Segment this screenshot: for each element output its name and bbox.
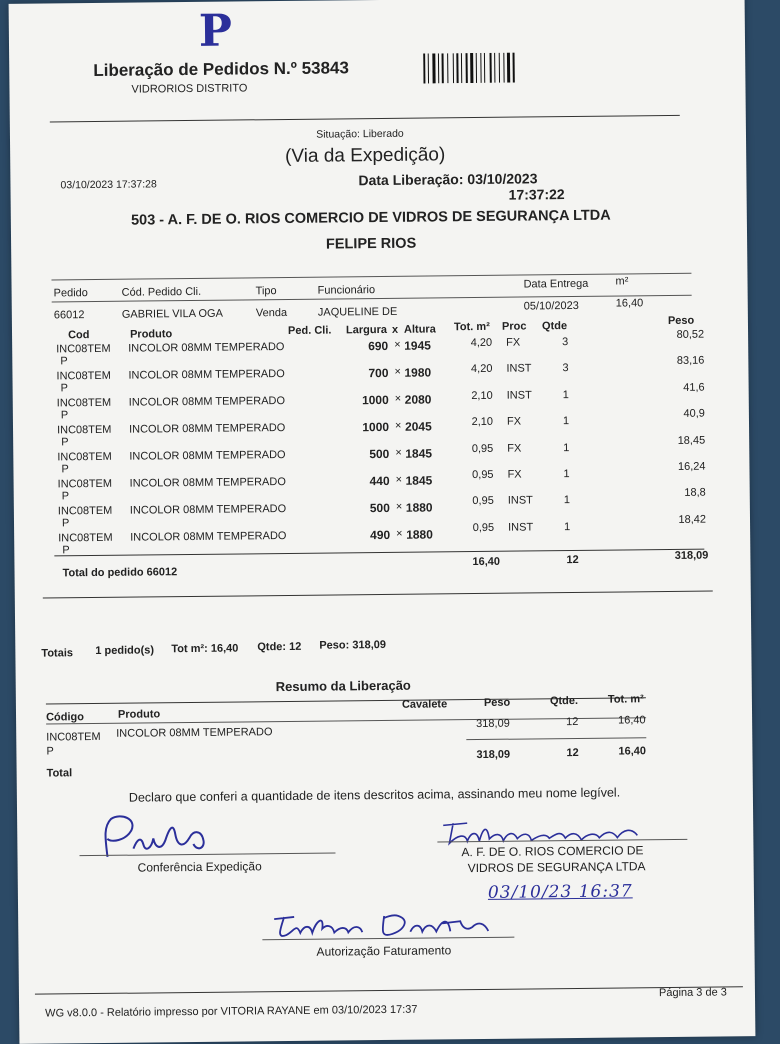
- resumo-total-label: Total: [46, 767, 73, 780]
- document-title: Liberação de Pedidos N.º 53843: [93, 58, 350, 80]
- client-name: 503 - A. F. DE O. RIOS COMERCIO DE VIDROS DE SEGURANÇA LTDA: [130, 207, 611, 229]
- item-x: ×: [395, 473, 403, 486]
- release-date: Data Liberação: 03/10/2023: [358, 170, 538, 189]
- items-col-peso: Peso: [667, 314, 695, 327]
- item-totm2: 4,20: [470, 336, 493, 350]
- item-proc: FX: [506, 336, 521, 349]
- order-funcionario: JAQUELINE DE: [317, 305, 398, 319]
- order-cod-pedido-cli: GABRIEL VILA OGA: [121, 307, 223, 321]
- resumo-col-peso: Peso: [483, 696, 511, 709]
- item-peso: 40,9: [683, 407, 705, 421]
- resumo-total-line: [466, 737, 646, 740]
- item-altura: 1945: [404, 338, 431, 353]
- item-totm2: 0,95: [472, 521, 495, 534]
- order-header-top-line: [51, 273, 691, 281]
- barcode-icon: [423, 52, 533, 83]
- document-page: [9, 0, 756, 1044]
- col-m2: m²: [615, 275, 629, 288]
- signature-conferencia: [77, 807, 278, 867]
- order-end-line: [43, 591, 713, 599]
- footer-left: WG v8.0.0 - Relatório impresso por VITORIA RAYANE em 03/10/2023 17:37: [45, 1003, 418, 1020]
- item-totm2: 2,10: [471, 389, 493, 402]
- item-x: ×: [396, 527, 403, 540]
- item-peso: 41,6: [683, 381, 705, 394]
- item-largura: 440: [369, 473, 390, 489]
- col-cod-pedido-cli: Cód. Pedido Cli.: [121, 285, 202, 299]
- item-cod: INC08TEM: [56, 342, 111, 356]
- order-total-m2: 16,40: [472, 555, 501, 569]
- item-produto: INCOLOR 08MM TEMPERADO: [130, 530, 287, 544]
- totais-peso: Peso: 318,09: [319, 638, 387, 652]
- resumo-total-peso: 318,09: [476, 748, 511, 762]
- order-pedido: 66012: [53, 309, 85, 322]
- item-cod-suffix: P: [61, 463, 69, 476]
- col-data-entrega: Data Entrega: [523, 277, 589, 291]
- item-proc: INST: [506, 389, 532, 402]
- item-totm2: 0,95: [472, 495, 494, 508]
- item-totm2: 0,95: [472, 468, 494, 482]
- resumo-row-codigo: INC08TEM: [46, 730, 101, 744]
- item-proc: FX: [506, 415, 522, 428]
- item-qtde: 3: [562, 362, 569, 375]
- item-qtde: 1: [562, 388, 569, 401]
- item-x: ×: [394, 365, 401, 378]
- item-peso: 18,42: [678, 513, 707, 526]
- item-largura: 1000: [362, 419, 390, 435]
- order-total-label: Total do pedido 66012: [62, 566, 178, 580]
- signature-autorizacao: [264, 903, 514, 950]
- item-largura: 490: [370, 527, 391, 543]
- col-tipo: Tipo: [255, 285, 277, 298]
- item-produto: INCOLOR 08MM TEMPERADO: [128, 368, 285, 382]
- item-produto: INCOLOR 08MM TEMPERADO: [128, 422, 286, 436]
- resumo-row-peso: 318,09: [476, 717, 510, 731]
- items-col-proc: Proc: [501, 320, 527, 333]
- col-funcionario: Funcionário: [317, 284, 376, 297]
- autorizacao-label: Autorização Faturamento: [316, 943, 452, 959]
- cliente-label-line1: A. F. DE O. RIOS COMERCIO DE: [461, 843, 644, 860]
- item-produto: INCOLOR 08MM TEMPERADO: [128, 395, 286, 409]
- item-cod: INC08TEM: [57, 450, 112, 464]
- item-cod-suffix: P: [61, 517, 70, 530]
- item-cod: INC08TEM: [56, 396, 112, 410]
- item-qtde: 1: [563, 441, 570, 454]
- order-data-entrega: 05/10/2023: [523, 299, 579, 313]
- resumo-col-produto: Produto: [117, 708, 161, 721]
- item-peso: 16,24: [677, 460, 706, 473]
- item-x: ×: [394, 419, 402, 432]
- resumo-row-qtde: 12: [566, 715, 579, 729]
- footer-page: Página 3 de 3: [658, 986, 727, 1000]
- resumo-col-totm2: Tot. m²: [607, 693, 644, 706]
- resumo-row-produto: INCOLOR 08MM TEMPERADO: [116, 726, 273, 740]
- item-altura: 1845: [405, 446, 433, 461]
- resumo-title: Resumo da Liberação: [275, 677, 411, 695]
- items-col-altura: Altura: [403, 323, 436, 336]
- item-peso: 80,52: [676, 328, 705, 341]
- item-x: ×: [394, 392, 402, 405]
- release-time: 17:37:22: [508, 186, 565, 203]
- item-peso: 83,16: [676, 355, 705, 368]
- totais-m2: Tot m²: 16,40: [171, 642, 239, 656]
- items-col-totm2: Tot. m²: [453, 320, 490, 334]
- item-x: ×: [394, 338, 401, 351]
- item-proc: INST: [507, 494, 533, 508]
- totais-pedidos: 1 pedido(s): [95, 644, 155, 658]
- status-text: Situação: Liberado: [316, 127, 404, 141]
- item-largura: 700: [368, 365, 389, 381]
- item-cod: INC08TEM: [57, 477, 113, 491]
- items-col-cod: Cod: [67, 329, 90, 342]
- cliente-label-line2: VIDROS DE SEGURANÇA LTDA: [467, 859, 646, 876]
- order-tipo: Venda: [255, 306, 288, 320]
- items-col-produto: Produto: [129, 328, 173, 341]
- item-qtde: 1: [564, 520, 571, 533]
- resumo-col-codigo: Código: [45, 711, 85, 724]
- item-altura: 1845: [405, 473, 433, 488]
- item-cod-suffix: P: [60, 382, 69, 395]
- item-totm2: 0,95: [471, 442, 494, 455]
- order-m2: 16,40: [615, 297, 644, 310]
- footer-line: [35, 986, 743, 994]
- item-altura: 2080: [404, 392, 432, 407]
- header-divider: [50, 115, 680, 123]
- handwritten-mark: P: [198, 5, 233, 57]
- items-col-x: x: [391, 323, 399, 336]
- item-largura: 1000: [361, 392, 389, 408]
- client-contact: FELIPE RIOS: [325, 235, 417, 253]
- printed-at: 03/10/2023 17:37:28: [60, 178, 157, 192]
- item-cod-suffix: P: [60, 409, 69, 422]
- resumo-row-totm2: 16,40: [618, 714, 646, 727]
- resumo-total-qtde: 12: [566, 746, 579, 760]
- items-col-pedcli: Ped. Cli.: [287, 324, 332, 337]
- item-cod-suffix: P: [61, 436, 69, 449]
- order-total-qtde: 12: [566, 553, 579, 567]
- item-altura: 1980: [404, 365, 432, 380]
- item-largura: 500: [369, 500, 390, 516]
- item-cod-suffix: P: [60, 355, 68, 368]
- item-produto: INCOLOR 08MM TEMPERADO: [129, 476, 286, 490]
- item-totm2: 2,10: [471, 416, 494, 429]
- item-cod: INC08TEM: [56, 423, 112, 437]
- item-cod: INC08TEM: [57, 504, 113, 518]
- item-proc: FX: [507, 468, 522, 481]
- col-pedido: Pedido: [53, 287, 88, 300]
- item-peso: 18,8: [684, 486, 706, 500]
- item-cod-suffix: P: [61, 490, 70, 503]
- item-x: ×: [395, 500, 403, 513]
- item-produto: INCOLOR 08MM TEMPERADO: [128, 341, 285, 355]
- resumo-total-totm2: 16,40: [618, 745, 647, 758]
- item-altura: 2045: [404, 419, 432, 434]
- item-qtde: 1: [563, 494, 570, 507]
- item-produto: INCOLOR 08MM TEMPERADO: [129, 449, 286, 463]
- handwritten-date: 03/10/23 16:37: [487, 881, 633, 903]
- item-qtde: 1: [563, 468, 570, 481]
- via-text: (Via da Expedição): [284, 144, 446, 167]
- totais-label: Totais: [41, 647, 74, 660]
- resumo-row-codigo-suffix: P: [46, 745, 54, 758]
- company-name: VIDRORIOS DISTRITO: [131, 82, 248, 96]
- item-altura: 1880: [405, 500, 433, 515]
- item-cod: INC08TEM: [56, 369, 111, 383]
- items-col-qtde: Qtde: [541, 320, 568, 333]
- conferencia-label: Conferência Expedição: [137, 859, 262, 875]
- item-totm2: 4,20: [470, 363, 493, 376]
- item-altura: 1880: [406, 527, 433, 542]
- item-x: ×: [395, 446, 402, 459]
- item-largura: 690: [368, 338, 389, 354]
- item-proc: INST: [506, 362, 532, 376]
- item-peso: 18,45: [677, 434, 706, 447]
- item-proc: FX: [507, 442, 522, 455]
- totais-qtde: Qtde: 12: [257, 640, 302, 654]
- items-col-largura: Largura: [345, 323, 388, 337]
- resumo-col-cavalete: Cavalete: [401, 698, 448, 711]
- item-proc: INST: [508, 521, 534, 534]
- item-cod: INC08TEM: [58, 531, 113, 545]
- order-total-peso: 318,09: [674, 549, 709, 562]
- item-largura: 500: [369, 446, 390, 462]
- item-cod-suffix: P: [62, 544, 70, 557]
- items-total-line: [54, 549, 704, 557]
- item-produto: INCOLOR 08MM TEMPERADO: [129, 503, 287, 517]
- item-qtde: 1: [562, 415, 570, 428]
- item-qtde: 3: [562, 336, 569, 349]
- declaration-text: Declaro que conferi a quantidade de itens descritos acima, assinando meu nome legível.: [128, 785, 621, 805]
- resumo-col-qtde: Qtde.: [549, 694, 579, 708]
